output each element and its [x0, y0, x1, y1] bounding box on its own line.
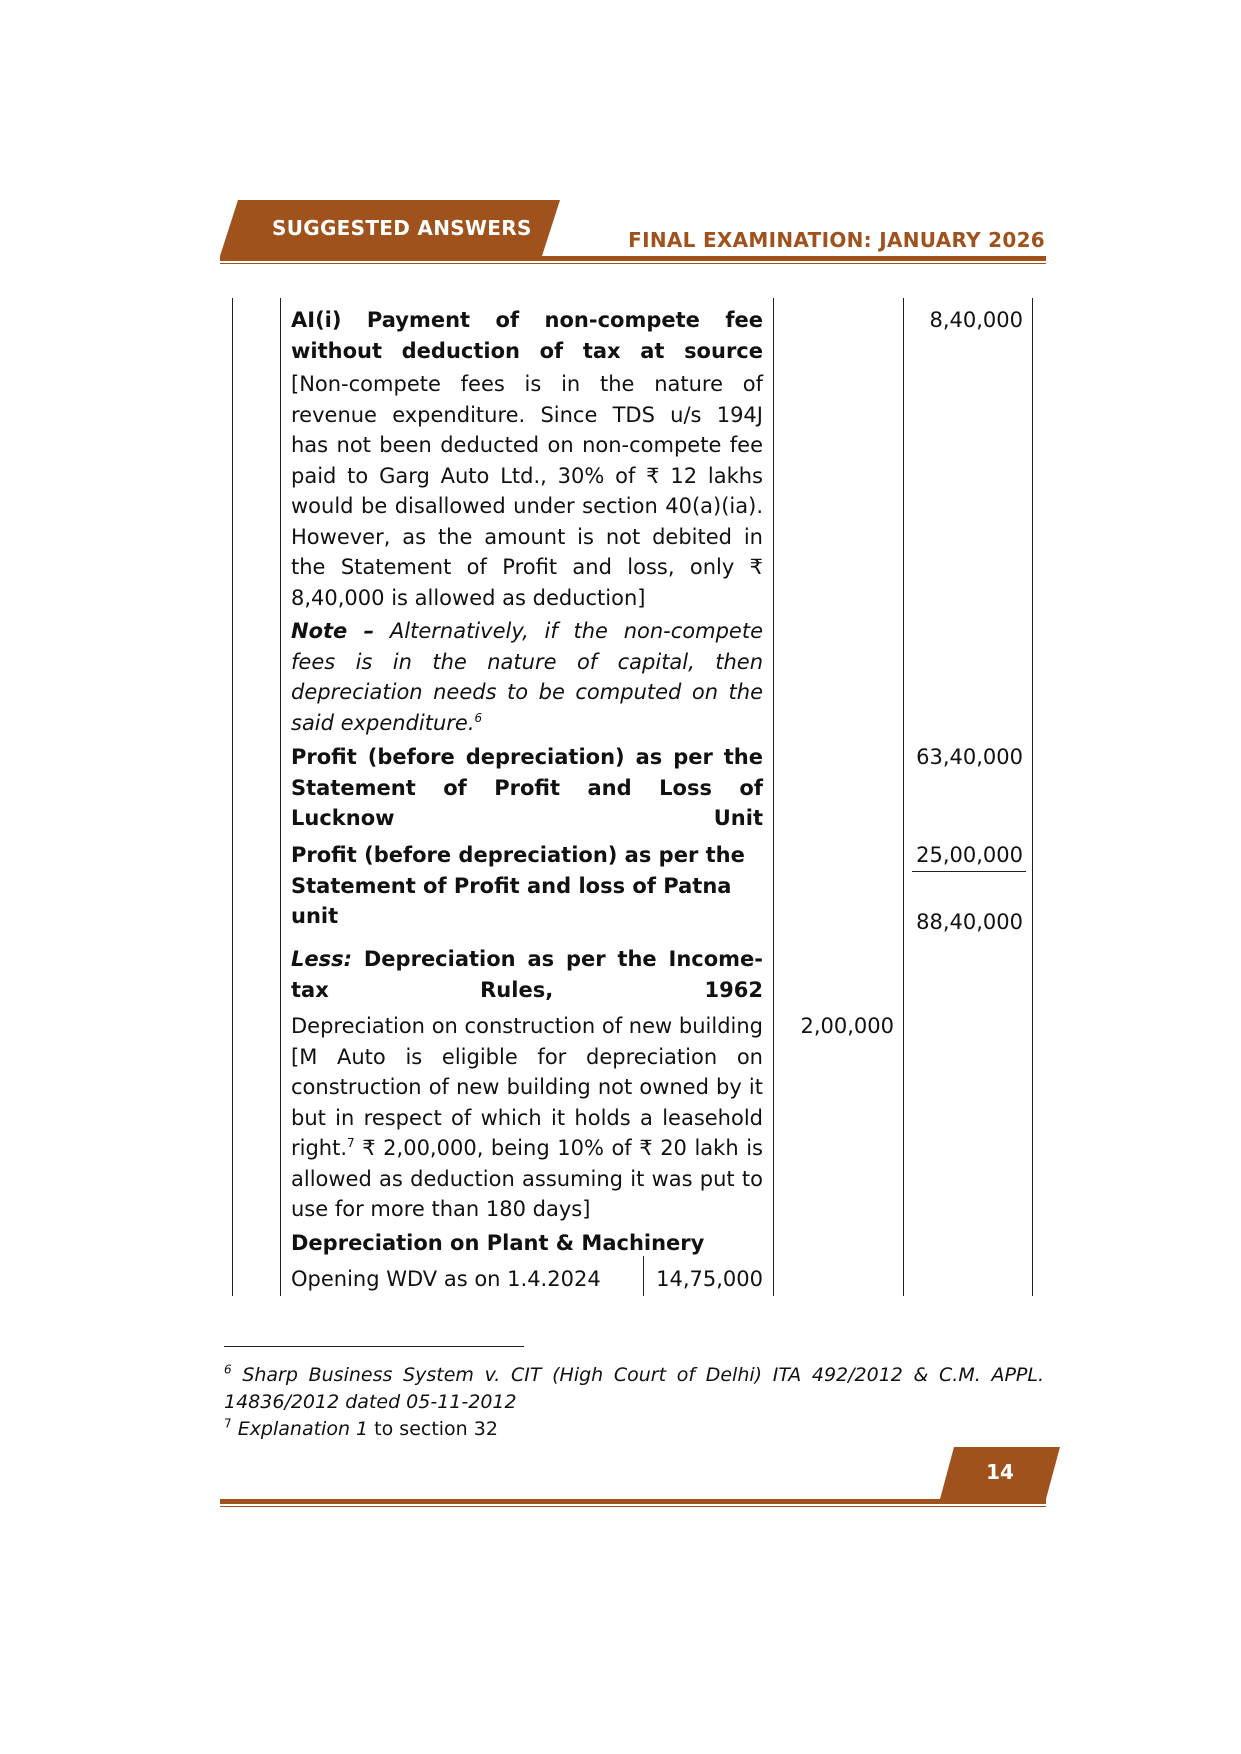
footnote-7-text: to section 32 [368, 1418, 498, 1440]
lucknow-profit-amount: 63,40,000 [916, 745, 1023, 769]
opening-wdv-label: Opening WDV as on 1.4.2024 [291, 1267, 601, 1291]
table-border-left [232, 298, 233, 1296]
note-label: Note – [291, 619, 375, 643]
patna-profit-amount: 25,00,000 [916, 843, 1023, 867]
footnote-6 [224, 1362, 1044, 1416]
footnote-6-marker: 6 [224, 1362, 232, 1377]
table-border-amount1 [773, 298, 774, 1296]
page-number: 14 [986, 1460, 1014, 1484]
note-paragraph [291, 616, 763, 738]
ai-heading: AI(i) Payment of non-compete fee without deduction of tax at source [291, 308, 763, 363]
footnote-7 [224, 1416, 1044, 1443]
building-text-1: Depreciation on construction of new building [M Auto is eligible for depreciation on construction of new building not owned by it but in respect of which it holds a leasehold right. [291, 1014, 763, 1160]
footnote-6-text: Sharp Business System v. CIT (High Court of Delhi) ITA 492/2012 & C.M. APPL. 14836/2012 dated 05-11-2012 [224, 1364, 1044, 1413]
table-border-inner [643, 1256, 644, 1296]
header-rule [220, 256, 1046, 261]
footnote-7-marker: 7 [224, 1416, 232, 1431]
footnote-ref-6: 6 [474, 710, 483, 725]
building-depreciation-text [291, 1011, 763, 1225]
building-depreciation-amount: 2,00,000 [800, 1014, 894, 1038]
table-border-desc [280, 298, 281, 1296]
ai-explanation: [Non-compete fees is in the nature of revenue expenditure. Since TDS u/s 194J has not been deducted on non-compete fee paid to Garg Auto Ltd., 30% of ₹ 12 lakhs would be disallowed under section 40(a)(ia). However, as the amount is not debited in the Statement of Profit and loss, only ₹ 8,40,000 is allowed as deduction] [291, 372, 763, 610]
header-right-label: FINAL EXAMINATION: JANUARY 2026 [628, 228, 1045, 252]
less-heading: Depreciation as per the Income-tax Rules, 1962 [291, 947, 763, 1002]
header-left-label: SUGGESTED ANSWERS [272, 216, 532, 240]
lucknow-profit-label: Profit (before depreciation) as per the Statement of Profit and Loss of Lucknow Unit [291, 745, 763, 830]
ai-amount: 8,40,000 [929, 308, 1023, 332]
footnote-ref-7: 7 [347, 1136, 355, 1150]
patna-profit-label: Profit (before depreciation) as per the Statement of Profit and loss of Patna unit [291, 843, 745, 928]
less-label: Less: [291, 947, 353, 971]
table-border-right [1032, 298, 1033, 1296]
table-border-amount2 [903, 298, 904, 1296]
footer-rule [220, 1499, 1046, 1504]
footnote-separator [224, 1346, 524, 1347]
plant-machinery-heading: Depreciation on Plant & Machinery [291, 1231, 705, 1255]
subtotal-rule [912, 871, 1026, 872]
opening-wdv-amount: 14,75,000 [656, 1267, 763, 1291]
subtotal-amount: 88,40,000 [916, 910, 1023, 934]
footnote-7-italic: Explanation 1 [237, 1418, 369, 1440]
header-rule-thin [220, 263, 1046, 264]
less-heading-line [291, 944, 763, 1005]
note-text: Alternatively, if the non-compete fees is in the nature of capital, then depreciation needs to be computed on the said expenditure. [291, 619, 763, 735]
footer-rule-thin [220, 1506, 1046, 1507]
building-text-2: ₹ 2,00,000, being 10% of ₹ 20 lakh is allowed as deduction assuming it was put to use for more than 180 days] [291, 1136, 763, 1221]
